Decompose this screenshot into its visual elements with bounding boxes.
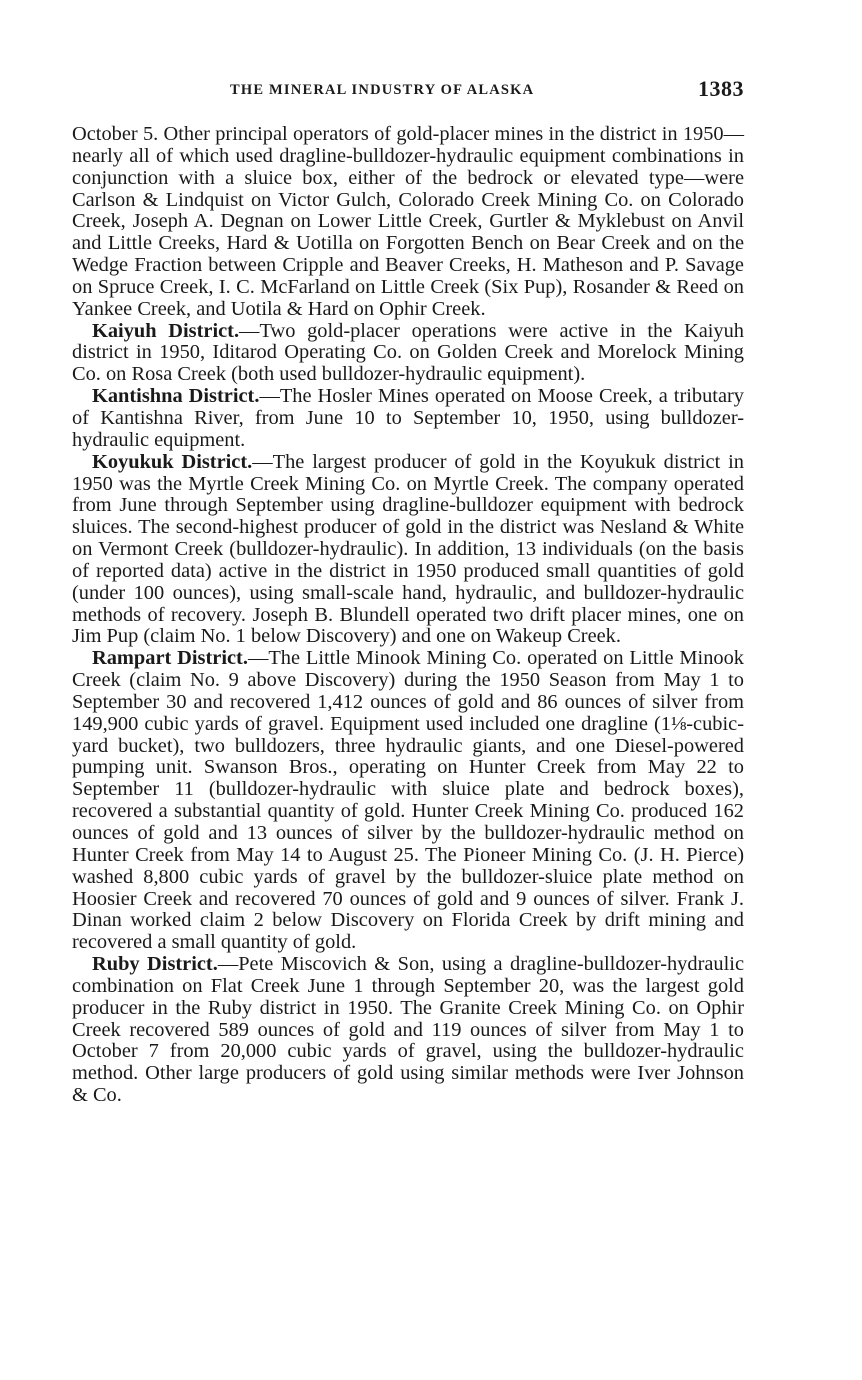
paragraph-text: October 5. Other principal operators of gold-placer mines in the district in 1950—nearly all of which used dragline-bulldozer-hydraulic equipment combinations in conjunction with a sluice box, either of the bedrock or elevated type—were Carlson & Lindquist on Victor Gulch, Colorado Creek Mining Co. on Colorado Creek, Joseph A. Degnan on Lower Little Creek, Gurtler & Myklebust on Anvil and Little Creeks, Hard & Uotilla on Forgotten Bench on Bear Creek and on the Wedge Fraction between Cripple and Beaver Creeks, H. Matheson and P. Savage on Spruce Creek, I. C. McFarland on Little Creek (Six Pup), Rosander & Reed on Yankee Creek, and Uotila & Hard on Ophir Creek. [72, 123, 744, 320]
page-header [72, 76, 744, 106]
paragraph-text: —Pete Miscovich & Son, using a dragline-bulldozer-hydraulic combination on Flat Creek June 1 through September 20, was the largest gold producer in the Ruby district in 1950. The Granite Creek Mining Co. on Ophir Creek recovered 589 ounces of gold and 119 ounces of silver from May 1 to October 7 from 20,000 cubic yards of gravel, using the bulldozer-hydraulic method. Other large producers of gold using similar methods were Iver Johnson & Co. [72, 953, 744, 1107]
paragraph-rampart-district [72, 648, 744, 954]
district-heading: Kaiyuh District. [92, 319, 240, 342]
paragraph-koyukuk-district [72, 452, 744, 649]
body-text [72, 124, 744, 1107]
paragraph-kaiyuh-district [72, 321, 744, 387]
paragraph-text: —The largest producer of gold in the Koyukuk district in 1950 was the Myrtle Creek Mining Co. on Myrtle Creek. The company operated from June through September using dragline-bulldozer equipment with bedrock sluices. The second-highest producer of gold in the district was Nesland & White on Vermont Creek (bulldozer-hydraulic). In addition, 13 individuals (on the basis of reported data) active in the district in 1950 produced small quantities of gold (under 100 ounces), using small-scale hand, hydraulic, and bulldozer-hydraulic methods of recovery. Joseph B. Blundell operated two drift placer mines, one on Jim Pup (claim No. 1 below Discovery) and one on Wakeup Creek. [72, 450, 744, 648]
running-title: THE MINERAL INDUSTRY OF ALASKA [230, 82, 535, 98]
district-heading: Ruby District. [92, 953, 218, 976]
paragraph-text: —Two gold-placer operations were active in the Kaiyuh district in 1950, Iditarod Operating Co. on Golden Creek and Morelock Mining Co. on Rosa Creek (both used bulldozer-hydraulic equipment). [72, 319, 744, 386]
paragraph-ruby-district [72, 954, 744, 1107]
paragraph-kantishna-district [72, 386, 744, 452]
paragraph-nome-continuation [72, 124, 744, 321]
page-number: 1383 [698, 76, 744, 101]
paragraph-text: —The Hosler Mines operated on Moose Creek, a tributary of Kantishna River, from June 10 to September 10, 1950, using bulldozer-hydraulic equipment. [72, 385, 744, 451]
district-heading: Kantishna District. [92, 385, 260, 408]
district-heading: Rampart District. [92, 647, 248, 670]
district-heading: Koyukuk District. [92, 450, 253, 473]
paragraph-text: —The Little Minook Mining Co. operated on Little Minook Creek (claim No. 9 above Discovery) during the 1950 Season from May 1 to September 30 and recovered 1,412 ounces of gold and 86 ounces of silver from 149,900 cubic yards of gravel. Equipment used included one dragline (1⅛-cubic-yard bucket), two bulldozers, three hydraulic giants, and one Diesel-powered pumping unit. Swanson Bros., operating on Hunter Creek from May 22 to September 11 (bulldozer-hydraulic with sluice plate and bedrock boxes), recovered a substantial quantity of gold. Hunter Creek Mining Co. produced 162 ounces of gold and 13 ounces of silver by the bulldozer-hydraulic method on Hunter Creek from May 14 to August 25. The Pioneer Mining Co. (J. H. Pierce) washed 8,800 cubic yards of gravel by the bulldozer-sluice plate method on Hoosier Creek and recovered 70 ounces of gold and 9 ounces of silver. Frank J. Dinan worked claim 2 below Discovery on Florida Creek by drift mining and recovered a small quantity of gold. [72, 647, 745, 954]
